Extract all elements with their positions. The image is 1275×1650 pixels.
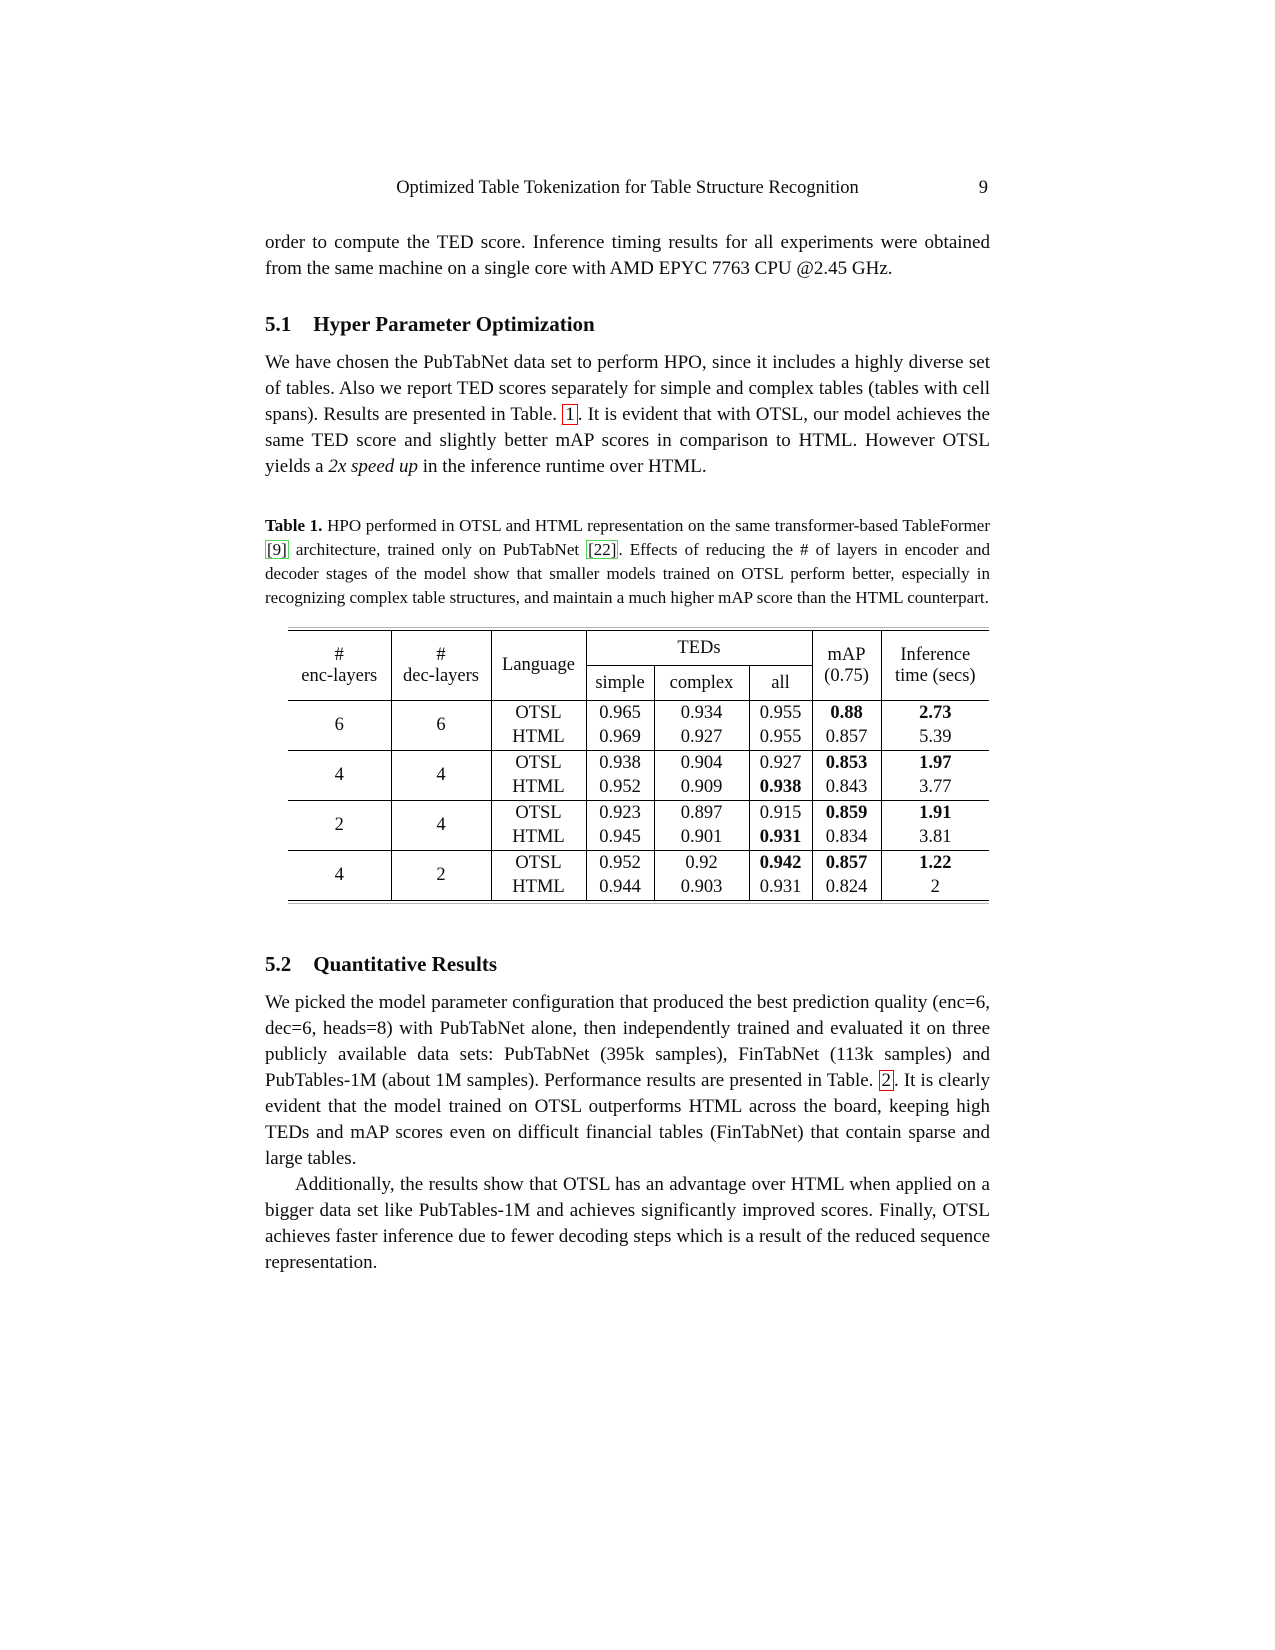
table-row (288, 801, 989, 826)
section-52-number: 5.2 (265, 952, 292, 976)
cell-time: 5.39 (881, 726, 989, 751)
cell-map: 0.857 (812, 726, 881, 751)
header-text: # (436, 644, 446, 665)
cell-all: 0.931 (749, 876, 812, 901)
cell-time: 2 (881, 876, 989, 901)
section-51-heading (265, 312, 990, 337)
cell-complex: 0.927 (654, 726, 749, 751)
cell-complex: 0.904 (654, 751, 749, 776)
cell-all: 0.938 (749, 776, 812, 801)
cell-language: OTSL (491, 751, 586, 776)
cell-enc: 6 (334, 715, 344, 735)
cell-simple: 0.945 (586, 826, 654, 851)
cell-enc: 4 (334, 865, 344, 885)
cell-all: 0.931 (749, 826, 812, 851)
section-52-paragraph-2: Additionally, the results show that OTSL has an advantage over HTML when applied on a bigger data set like PubTables-1M and achieves significantly improved scores. Finally, OTSL achieves faster inference due to fewer decoding steps which is a result of the reduced sequence representation. (265, 1174, 990, 1273)
para-text: We picked the model parameter configuration that produced the best prediction quality (enc=6, dec=6, heads=8) with PubTabNet alone, then independently trained and evaluated it on three publicly available data sets: PubTabNet (395k samples), FinTabNet (113k samples) and PubTables-1M (about 1M samples). Performance results are presented in Table. (265, 992, 990, 1091)
para-text: . It is evident that with OTSL, our model achieves the same TED score and slightly better mAP scores in comparison to HTML. However OTSL yields a (265, 404, 990, 477)
cell-simple: 0.969 (586, 726, 654, 751)
intro-paragraph: order to compute the TED score. Inference timing results for all experiments were obtained from the same machine on a single core with AMD EPYC 7763 CPU @2.45 GHz. (265, 232, 990, 279)
header-dec-layers (391, 631, 491, 701)
table-group-4-4 (288, 751, 989, 801)
para-text: We have chosen the PubTabNet data set to perform HPO, since it includes a highly diverse set of tables. Also we report TED scores separately for simple and complex tables (tables with cell spans). Results are presented in Table. (265, 352, 990, 425)
table-1-reference-link[interactable]: 1 (562, 404, 578, 425)
cell-complex: 0.901 (654, 826, 749, 851)
running-title: Optimized Table Tokenization for Table Structure Recognition (396, 178, 859, 198)
results-table (288, 630, 989, 901)
cell-language: HTML (491, 876, 586, 901)
section-51-number: 5.1 (265, 312, 292, 336)
cell-all: 0.955 (749, 726, 812, 751)
cell-complex: 0.92 (654, 851, 749, 876)
cell-map: 0.843 (812, 776, 881, 801)
header-text: # (334, 644, 344, 665)
table-group-4-2 (288, 851, 989, 901)
cell-complex: 0.934 (654, 701, 749, 726)
table-group-2-4 (288, 801, 989, 851)
cell-all: 0.915 (749, 801, 812, 826)
cell-all: 0.955 (749, 701, 812, 726)
section-51-paragraph (265, 350, 990, 480)
cell-map: 0.857 (812, 851, 881, 876)
cell-simple: 0.923 (586, 801, 654, 826)
emphasized-text: 2x speed up (328, 456, 419, 477)
table-header (288, 631, 989, 701)
header-teds: TEDs (586, 631, 812, 666)
cell-language: OTSL (491, 851, 586, 876)
cell-dec: 2 (391, 851, 491, 901)
cell-map: 0.834 (812, 826, 881, 851)
cell-enc: 4 (334, 765, 344, 785)
cell-language: HTML (491, 776, 586, 801)
header-complex: complex (654, 666, 749, 701)
header-text: (0.75) (824, 665, 869, 686)
header-text: enc-layers (301, 665, 378, 686)
cell-language: HTML (491, 726, 586, 751)
cell-dec: 4 (391, 751, 491, 801)
table-1-caption (265, 514, 990, 610)
cell-simple: 0.938 (586, 751, 654, 776)
cell-time: 1.91 (881, 801, 989, 826)
header-language: Language (491, 631, 586, 701)
cell-time: 2.73 (881, 701, 989, 726)
cell-simple: 0.952 (586, 851, 654, 876)
cell-time: 3.77 (881, 776, 989, 801)
cell-time: 1.97 (881, 751, 989, 776)
caption-text: HPO performed in OTSL and HTML representation on the same transformer-based TableFormer (322, 516, 990, 535)
header-text: Inference (900, 644, 971, 665)
cell-all: 0.942 (749, 851, 812, 876)
cell-time: 1.22 (881, 851, 989, 876)
section-51-title: Hyper Parameter Optimization (313, 312, 595, 336)
section-52-paragraph-1 (265, 990, 990, 1172)
cell-dec: 6 (391, 701, 491, 751)
text-block (265, 178, 990, 1276)
page-number: 9 (978, 178, 988, 198)
caption-text: architecture, trained only on PubTabNet (288, 540, 587, 559)
citation-22-link[interactable]: [22] (588, 540, 617, 559)
cell-map: 0.824 (812, 876, 881, 901)
header-inference-time (881, 631, 989, 701)
cell-simple: 0.965 (586, 701, 654, 726)
para-text: . It is clearly evident that the model trained on OTSL outperforms HTML across the board, keeping high TEDs and mAP scores even on difficult financial tables (FinTabNet) that contain sparse and large tables. (265, 1070, 990, 1169)
table-row (288, 701, 989, 726)
table-1-caption-label: Table 1. (265, 516, 323, 535)
cell-language: OTSL (491, 801, 586, 826)
table-group-6-6 (288, 701, 989, 751)
cell-simple: 0.952 (586, 776, 654, 801)
header-simple: simple (586, 666, 654, 701)
cell-dec: 4 (391, 801, 491, 851)
running-head (265, 178, 990, 204)
cell-map: 0.88 (812, 701, 881, 726)
results-table-wrapper (288, 627, 989, 904)
header-text: time (secs) (894, 665, 976, 686)
para-text: in the inference runtime over HTML. (418, 456, 707, 477)
cell-map: 0.853 (812, 751, 881, 776)
table-row (288, 851, 989, 876)
cell-time: 3.81 (881, 826, 989, 851)
cell-enc: 2 (334, 815, 344, 835)
cell-language: HTML (491, 826, 586, 851)
cell-simple: 0.944 (586, 876, 654, 901)
header-all: all (749, 666, 812, 701)
header-map (812, 631, 881, 701)
cell-map: 0.859 (812, 801, 881, 826)
caption-text: . Effects of reducing the # of layers in encoder and decoder stages of the model show that smaller models trained on OTSL perform better, especially in recognizing complex table structures, and maintain a much higher mAP score than the HTML counterpart. (265, 540, 990, 607)
cell-all: 0.927 (749, 751, 812, 776)
citation-9-link[interactable]: [9] (267, 540, 287, 559)
table-row (288, 751, 989, 776)
section-52-heading (265, 952, 990, 977)
header-text: dec-layers (402, 665, 479, 686)
cell-complex: 0.897 (654, 801, 749, 826)
header-enc-layers (288, 631, 391, 701)
cell-complex: 0.909 (654, 776, 749, 801)
header-text: mAP (827, 644, 866, 665)
cell-language: OTSL (491, 701, 586, 726)
cell-complex: 0.903 (654, 876, 749, 901)
section-52-title: Quantitative Results (313, 952, 497, 976)
table-2-reference-link[interactable]: 2 (879, 1070, 895, 1091)
